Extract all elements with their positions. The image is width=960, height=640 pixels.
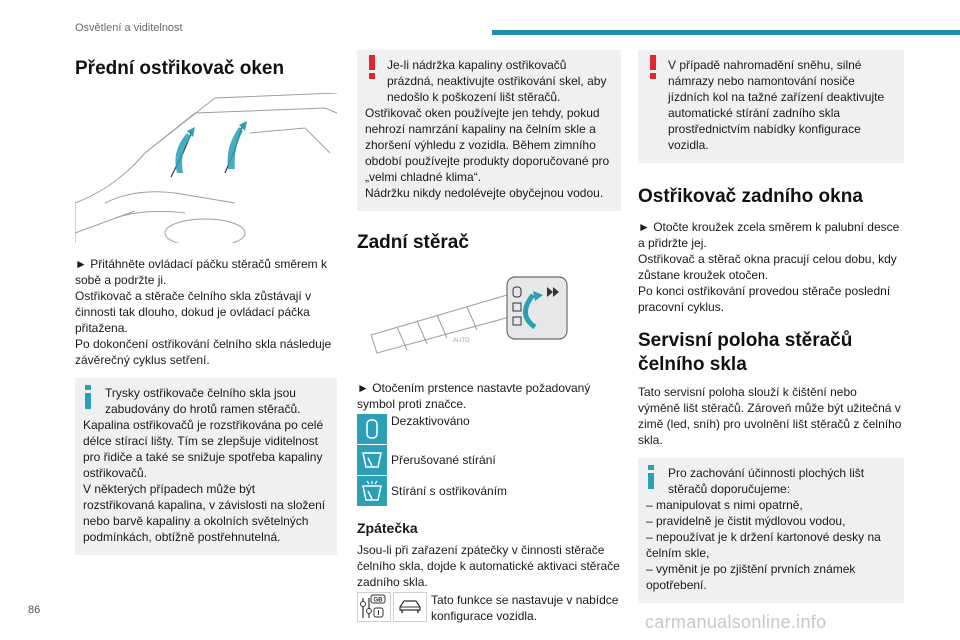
info-note-blades [638,458,904,603]
front-washer-info-1: Ostřikovač a stěrače čelního skla zůstávají v činnosti tak dlouho, dokud je ovládací páčka přitažena. [75,288,312,335]
wiper-intermittent-icon [357,445,387,475]
mode-intermittent-label: Přerušované stírání [391,452,496,467]
column-3 [638,50,904,603]
car-icon [393,592,427,622]
info-note-text-2: V některých případech může být rozstřikovaná kapalina, v závislosti na složení nebo barvě kapaliny a okolních světelných podmínkách, obtížně postřehnutelná. [83,481,326,544]
warning-icon [646,55,660,79]
windscreen-washer-illustration [75,93,337,243]
column-1 [75,50,337,555]
front-washer-step: ► Přitáhněte ovládací páčku stěračů směrem k sobě a podržte ji. [75,256,327,287]
mode-intermittent [357,445,621,475]
info-icon [646,465,656,489]
running-header: Osvětlení a viditelnost [75,22,183,34]
reverse-config-note: Tato funkce se nastavuje v nabídce konfigurace vozidla. [431,592,619,623]
section-title-rear-washer: Ostřikovač zadního okna [638,186,863,207]
info-note-nozzles [75,378,337,555]
wiper-off-icon [357,414,387,444]
wiper-wash-icon [357,476,387,506]
watermark: carmanualsonline.info [645,612,827,632]
mode-wash-label: Stírání s ostřikováním [391,483,508,498]
warning-note-snow-text: V případě nahromadění sněhu, silné námrazy nebo namontování nosiče jízdních kol na tažné zařízení deaktivujte automatické stírání zadního skla prostřednictvím nabídky konfigurace vozidla. [668,58,885,152]
rear-washer-info-1: Ostřikovač a stěrač okna pracují celou dobu, kdy zůstane kroužek otočen. [638,251,897,282]
mode-off-label: Dezaktivováno [391,413,470,428]
service-position-text: Tato servisní poloha slouží k čištění nebo výměně lišt stěračů. Zároveň může být užitečná v zimě (led, sníh) pro uvolnění lišt stěračů z čelního skla. [638,385,902,448]
info-note-blades-lead: Pro zachování účinnosti plochých lišt stěračů doporučujeme: [668,466,865,497]
info-note-text: Kapalina ostřikovačů je rozstřikována po celé délce stírací lišty. Tím se zlepšuje viditelnost pro řidiče a také se snižuje spotřeba kapaliny ostřikovačů. [83,417,324,480]
warning-note-snow [638,50,904,163]
stalk-auto-label: AUTO [453,337,470,344]
mode-wash [357,476,621,506]
info-icon [83,385,93,409]
wiper-stalk-illustration [357,265,621,365]
subsection-title-reverse: Zpátečka [357,519,418,536]
blade-tip-3: – nepoužívat je k držení kartonové desky na čelním skle, [646,530,881,561]
settings-icon-tag: GB [373,597,383,604]
info-note-lead: Trysky ostřikovače čelního skla jsou zabudovány do hrotů ramen stěračů. [105,385,301,416]
warning-note-lead: Je-li nádržka kapaliny ostřikovačů prázdná, neaktivujte ostřikování skel, aby nedošlo k poškození lišt stěračů. [387,58,607,104]
rear-washer-info-2: Po konci ostřikování provedou stěrače poslední pracovní cyklus. [638,283,891,314]
section-title-rear-wiper: Zadní stěrač [357,232,469,253]
column-2 [357,50,621,624]
warning-icon [365,55,379,79]
warning-note-text: Ostřikovač oken používejte jen tehdy, pokud nehrozí namrzání kapaliny na čelním skle a zhoršení výhledu z vozidla. Během zimního období používejte produkty doporučované pro „velmi chladné klima“. [365,106,610,184]
section-title-front-washer: Přední ostřikovač oken [75,58,285,79]
front-washer-info-2: Po dokončení ostřikování čelního skla následuje závěrečný cyklus setření. [75,336,332,367]
section-title-service-position: Servisní poloha stěračů čelního skla [638,329,853,375]
warning-note-text-2: Nádržku nikdy nedolévejte obyčejnou vodou. [365,186,604,200]
mode-off [357,414,621,444]
reverse-config-row [357,592,621,624]
blade-tip-1: – manipulovat s nimi opatrně, [646,498,803,513]
header-accent-bar [492,30,960,35]
blade-tip-2: – pravidelně je čistit mýdlovou vodou, [646,514,846,529]
warning-note-reservoir [357,50,621,211]
rear-wiper-step: ► Otočením prstence nastavte požadovaný symbol proti značce. [357,380,591,411]
page-number: 86 [28,604,41,616]
rear-washer-step: ► Otočte kroužek zcela směrem k palubní desce a přidržte jej. [638,219,900,250]
reverse-text: Jsou-li při zařazení zpátečky v činnosti stěrače čelního skla, dojde k automatické aktivaci stěrače zadního skla. [357,542,620,589]
blade-tip-4: – vyměnit je po zjištění prvních známek opotřebení. [646,562,856,593]
vehicle-settings-icon [357,592,391,622]
